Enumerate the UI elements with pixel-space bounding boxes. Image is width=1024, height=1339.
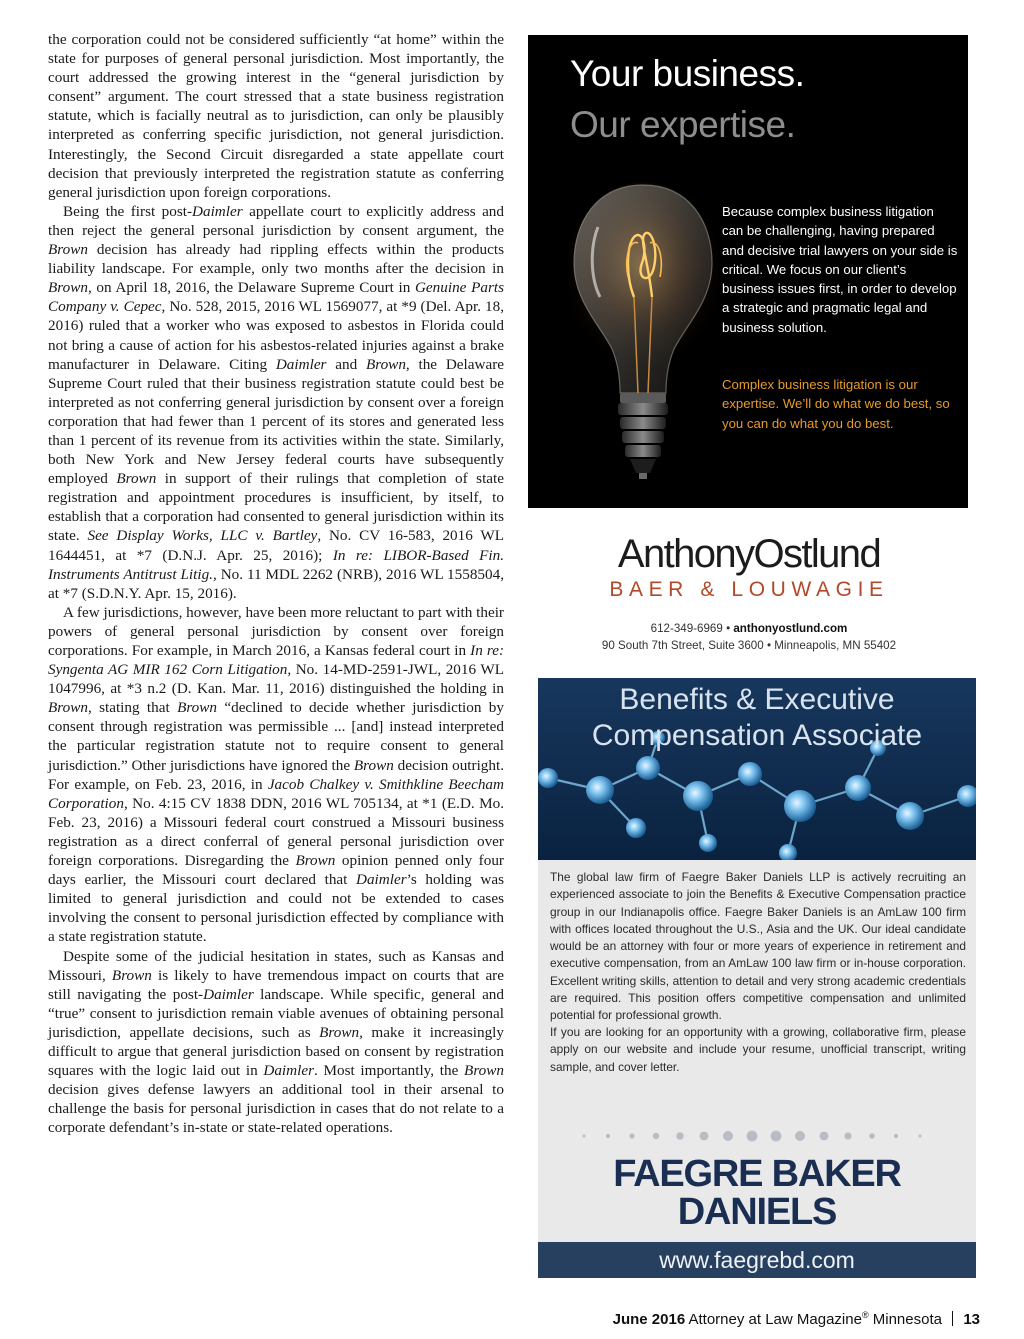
italic-citation: Brown	[177, 699, 218, 717]
italic-citation: Brown	[48, 699, 88, 717]
italic-citation: Daimler	[203, 985, 254, 1003]
italic-citation: Brown	[353, 756, 394, 774]
article-paragraph-4: Despite some of the judicial hesitation in states, such as Kansas and Missouri, Brown is likely to have tremendous impact on courts that are still navigating the post-Daimler landscape. While specific, general and “true” consent to jurisdiction remain viable avenues of obtaining personal jurisdiction, appellate decisions, such as Brown, make it increasingly difficult to argue that general jurisdiction based on consent by registration squares with the logic laid out in Daimler. Most importantly, the Brown decision gives defense lawyers an additional tool in their arsenal to challenge the basis for personal jurisdiction in cases that do not relate to a corporate defendant’s in-state or state-related operations.	[48, 947, 504, 1137]
italic-citation: Brown	[116, 470, 157, 488]
bullet-separator: •	[726, 622, 731, 635]
firm-logo-subtitle: BAER & LOUWAGIE	[609, 578, 889, 601]
italic-citation: Brown	[111, 966, 152, 984]
faegre-logo-line-1: FAEGRE BAKER	[613, 1153, 901, 1195]
italic-citation: Daimler	[192, 202, 243, 220]
firm-website: anthonyostlund.com	[733, 622, 848, 635]
ad-banner	[538, 678, 976, 860]
ad-headline-2: Our expertise.	[570, 104, 796, 145]
italic-citation: Brown	[365, 355, 406, 373]
issue-date: June 2016	[612, 1311, 686, 1328]
ad-headline-1: Your business.	[570, 53, 805, 94]
decorative-dots-icon	[578, 1128, 938, 1144]
anthony-ostlund-ad	[528, 35, 968, 508]
italic-citation: Daimler	[275, 355, 327, 373]
firm-contact	[530, 620, 968, 654]
italic-citation: See Display Works, LLC v. Bartley	[87, 527, 318, 545]
article-paragraph-2: Being the first post-Daimler appellate court to explicitly address and then reject the general personal jurisdiction by consent argument, the Brown decision has already had rippling effects within the products liability landscape. For example, only two months after the decision in Brown, on April 18, 2016, the Delaware Supreme Court in Genuine Parts Company v. Cepec, No. 528, 2015, 2016 WL 1569077, at *9 (Del. Apr. 18, 2016) ruled that a worker who was exposed to asbestos in Florida could not bring a cause of action for his asbestos-related injuries against a brake manufacturer in Delaware. Citing Daimler and Brown, the Delaware Supreme Court ruled that their business registration statute could best be interpreted as not conferring general jurisdiction by consent over a foreign corporation that had fewer than 1 percent of its stores and generated less than 1 percent of its revenue from its activities within the state. Similarly, both New York and New Jersey federal courts have subsequently employed Brown in support of their rulings that completion of state registration and appointment procedures is insufficient, by itself, to establish that a corporation had consented to general jurisdiction within its state. See Display Works, LLC v. Bartley, No. CV 16-583, 2016 WL 1644451, at *7 (D.N.J. Apr. 25, 2016); In re: LIBOR-Based Fin. Instruments Antitrust Litig., No. 11 MDL 2262 (NRB), 2016 WL 1558504, at *7 (S.D.N.Y. Apr. 15, 2016).	[48, 202, 505, 602]
faegre-baker-daniels-ad	[538, 678, 976, 1278]
footer-divider	[952, 1311, 953, 1326]
italic-citation: Brown	[295, 852, 336, 870]
article-paragraph-1: the corporation could not be considered sufficiently “at home” within the state for purposes of general personal jurisdiction. Most importantly, the court addressed the growing interest in the “general jurisdiction by consent” argument. The court stressed that a state business registration statute, which is facially neutral as to jurisdiction, can only be plausibly interpreted as conferring specific jurisdiction, not general jurisdiction. Interestingly, the Second Circuit disregarded a state appellate court decision that previously interpreted the registration statute as conferring general jurisdiction upon foreign corporations.	[48, 31, 504, 201]
page-number: 13	[963, 1311, 980, 1328]
ad-title-line-2: Compensation Associate	[591, 719, 923, 752]
page-footer	[520, 1305, 980, 1330]
firm-phone: 612-349-6969	[650, 622, 723, 635]
italic-citation: Brown	[464, 1062, 504, 1080]
registered-mark: ®	[861, 1310, 869, 1320]
magazine-region: Minnesota	[872, 1311, 942, 1328]
italic-citation: Genuine Parts Company v. Cepec,	[48, 279, 504, 316]
firm-logo-name: AnthonyOstlund	[617, 532, 881, 576]
article-body	[48, 30, 504, 1137]
italic-citation: Brown	[48, 241, 88, 259]
italic-citation: In re: Syngenta AG MIR 162 Corn Litigation	[48, 642, 504, 679]
italic-citation: In re: LIBOR-Based Fin. Instruments Antitrust Litig.,	[48, 546, 504, 583]
italic-citation: Brown,	[319, 1023, 363, 1041]
italic-citation: Daimler	[356, 871, 407, 889]
ad-tagline: Complex business litigation is our expertise. We’ll do what we do best, so you can do what you do best.	[722, 377, 950, 431]
ad-description: The global law firm of Faegre Baker Daniels LLP is actively recruiting an experienced associate to join the Benefits & Executive Compensation practice group in our Indianapolis office. Faegre Baker Daniels is an AmLaw 100 firm with offices located throughout the U.S., Asia and the UK. Our ideal candidate would be an attorney with four or more years of experience in retirement and executive compensation, from an AmLaw 100 law firm or in-house corporation. Excellent writing skills, attention to detail and very strong academic credentials are required. This position offers competitive compensation and unlimited potential for professional growth.	[550, 870, 966, 1023]
magazine-name: Attorney at Law Magazine	[688, 1311, 862, 1328]
italic-citation: Brown	[48, 279, 88, 297]
article-paragraph-3: A few jurisdictions, however, have been more reluctant to part with their powers of general personal jurisdiction by consent over foreign corporations. For example, in March 2016, a Kansas federal court in In re: Syngenta AG MIR 162 Corn Litigation, No. 14-MD-2591-JWL, 2016 WL 1047996, at *3 n.2 (D. Kan. Mar. 11, 2016) distinguished the holding in Brown, stating that Brown “declined to decide whether jurisdiction by consent through registration was permissible ... [and] instead interpreted the particular registration statute not to require consent to general jurisdiction.” Other jurisdictions have ignored the Brown decision outright. For example, on Feb. 23, 2016, in Jacob Chalkey v. Smithkline Beecham Corporation, No. 4:15 CV 1838 DDN, 2016 WL 705134, at *1 (E.D. Mo. Feb. 23, 2016) a Missouri federal court construed a Missouri business registration as a direct conferral of general personal jurisdiction over foreign corporations. Disregarding the Brown opinion penned only four days earlier, the Missouri court declared that Daimler’s holding was limited to general jurisdiction and could not be extended to cases involving the consent to personal jurisdiction effected by compliance with a state registration statute.	[48, 603, 504, 946]
ad-title	[538, 682, 976, 754]
faegre-logo-line-2: DANIELS	[677, 1191, 837, 1233]
italic-citation: Daimler	[263, 1062, 314, 1080]
ad-apply-text: If you are looking for an opportunity with a growing, collaborative firm, please apply on our website and include your resume, unofficial transcript, writing sample, and cover letter.	[550, 1025, 966, 1074]
light-bulb-icon	[568, 167, 718, 497]
bullet-separator: •	[766, 639, 772, 652]
ad-title-line-1: Benefits & Executive	[619, 683, 895, 716]
faegre-website: www.faegrebd.com	[538, 1242, 976, 1278]
anthony-ostlund-logo-block	[530, 530, 968, 654]
firm-city: Minneapolis, MN 55402	[774, 639, 897, 652]
ad-body-text: Because complex business litigation can be challenging, having prepared and decisive trial lawyers on your side is critical. We focus on our client’s business issues first, in order to develop a strategic and pragmatic legal and business solution.	[722, 204, 958, 335]
firm-address: 90 South 7th Street, Suite 3600	[601, 639, 764, 652]
italic-citation: Jacob Chalkey v. Smithkline Beecham Corporation	[48, 775, 504, 812]
